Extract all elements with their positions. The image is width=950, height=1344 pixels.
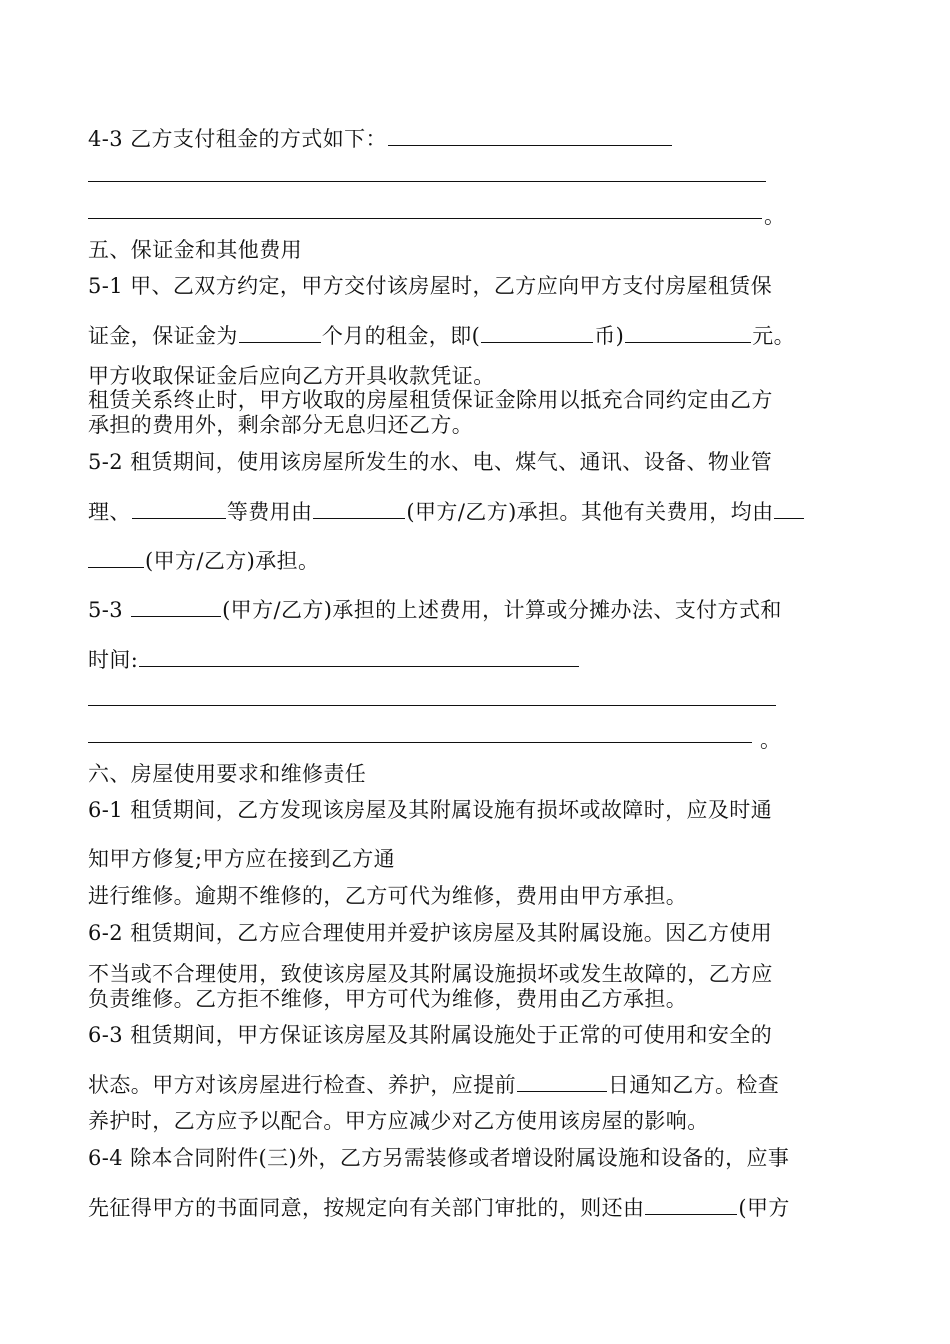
clause-5-1-termination: 租赁关系终止时，甲方收取的房屋租赁保证金除用以抵充合同约定由乙方: [88, 388, 773, 412]
clause-text: 时间:: [88, 648, 139, 672]
clause-5-2: 5-2 租赁期间，使用该房屋所发生的水、电、煤气、通讯、设备、物业管: [88, 450, 773, 474]
clause-6-2-cont: 不当或不合理使用，致使该房屋及其附属设施损坏或发生故障的，乙方应: [88, 962, 773, 986]
payer-blank[interactable]: [131, 595, 221, 617]
clause-6-2: 6-2 租赁期间，乙方应合理使用并爱护该房屋及其附属设施。因乙方使用: [88, 921, 773, 945]
clause-5-2-cont: [88, 546, 319, 575]
currency-blank[interactable]: [481, 321, 593, 343]
clause-text: (甲方/乙方)承担。: [145, 549, 320, 573]
fill-rule[interactable]: [88, 218, 762, 219]
section-heading-6: 六、房屋使用要求和维修责任: [88, 762, 367, 786]
clause-6-2-repair: 负责维修。乙方拒不维修，甲方可代为维修，费用由乙方承担。: [88, 987, 688, 1011]
fill-rule[interactable]: [88, 705, 776, 706]
clause-6-4-cont: [88, 1193, 790, 1222]
clause-6-1: 6-1 租赁期间，乙方发现该房屋及其附属设施有损坏或故障时，应及时通: [88, 798, 773, 822]
clause-6-3-notice: [88, 1070, 779, 1099]
clause-text: 元。: [752, 324, 796, 348]
fee-party-blank[interactable]: [313, 497, 405, 519]
clause-5-3-time: [88, 645, 580, 674]
clause-5-1: 5-1 甲、乙双方约定，甲方交付该房屋时，乙方应向甲方支付房屋租赁保: [88, 274, 773, 298]
clause-text: (甲方: [738, 1196, 790, 1220]
clause-5-3: [88, 595, 782, 624]
clause-5-1-receipt: 甲方收取保证金后应向乙方开具收款凭证。: [88, 364, 495, 388]
clause-text: 4-3 乙方支付租金的方式如下：: [88, 127, 387, 151]
clause-6-1-cont: 知甲方修复;甲方应在接到乙方通: [88, 847, 396, 871]
clause-6-1-repair: 进行维修。逾期不维修的，乙方可代为维修，费用由甲方承担。: [88, 884, 688, 908]
section-heading-5: 五、保证金和其他费用: [88, 238, 302, 262]
clause-text: 先征得甲方的书面同意，按规定向有关部门审批的，则还由: [88, 1196, 645, 1220]
clause-6-3-cont: 养护时，乙方应予以配合。甲方应减少对乙方使用该房屋的影响。: [88, 1109, 709, 1133]
clause-6-4: 6-4 除本合同附件(三)外，乙方另需装修或者增设附属设施和设备的，应事: [88, 1146, 790, 1170]
fill-rule[interactable]: [88, 742, 752, 743]
amount-blank[interactable]: [625, 321, 751, 343]
clause-5-1-termination-cont: 承担的费用外，剩余部分无息归还乙方。: [88, 413, 474, 437]
fill-rule[interactable]: [88, 181, 766, 182]
clause-5-2-fees: [88, 497, 805, 526]
deposit-months-blank[interactable]: [239, 321, 321, 343]
approval-party-blank[interactable]: [645, 1193, 737, 1215]
notice-days-blank[interactable]: [517, 1070, 607, 1092]
clause-text: 等费用由: [226, 500, 313, 524]
clause-text: 证金，保证金为: [88, 324, 238, 348]
time-blank[interactable]: [139, 645, 579, 667]
clause-text: (甲方/乙方)承担的上述费用，计算或分摊办法、支付方式和: [222, 598, 782, 622]
clause-text: 个月的租金，即(: [321, 324, 481, 348]
other-fee-party-blank[interactable]: [774, 497, 804, 519]
clause-6-3: 6-3 租赁期间，甲方保证该房屋及其附属设施处于正常的可使用和安全的: [88, 1023, 773, 1047]
fee-items-blank[interactable]: [132, 497, 226, 519]
clause-text: 状态。甲方对该房屋进行检查、养护，应提前: [88, 1073, 516, 1097]
end-period: 。: [760, 728, 781, 752]
fill-blank[interactable]: [388, 124, 672, 146]
end-period: 。: [764, 204, 785, 228]
clause-text: 5-3: [88, 598, 131, 622]
clause-text: 日通知乙方。检查: [608, 1073, 780, 1097]
clause-4-3: [88, 124, 673, 153]
clause-text: (甲方/乙方)承担。其他有关费用，均由: [406, 500, 774, 524]
clause-5-1-deposit: [88, 321, 795, 350]
clause-text: 理、: [88, 500, 131, 524]
clause-text: 币): [594, 324, 625, 348]
other-fee-party-blank-cont[interactable]: [88, 546, 144, 568]
